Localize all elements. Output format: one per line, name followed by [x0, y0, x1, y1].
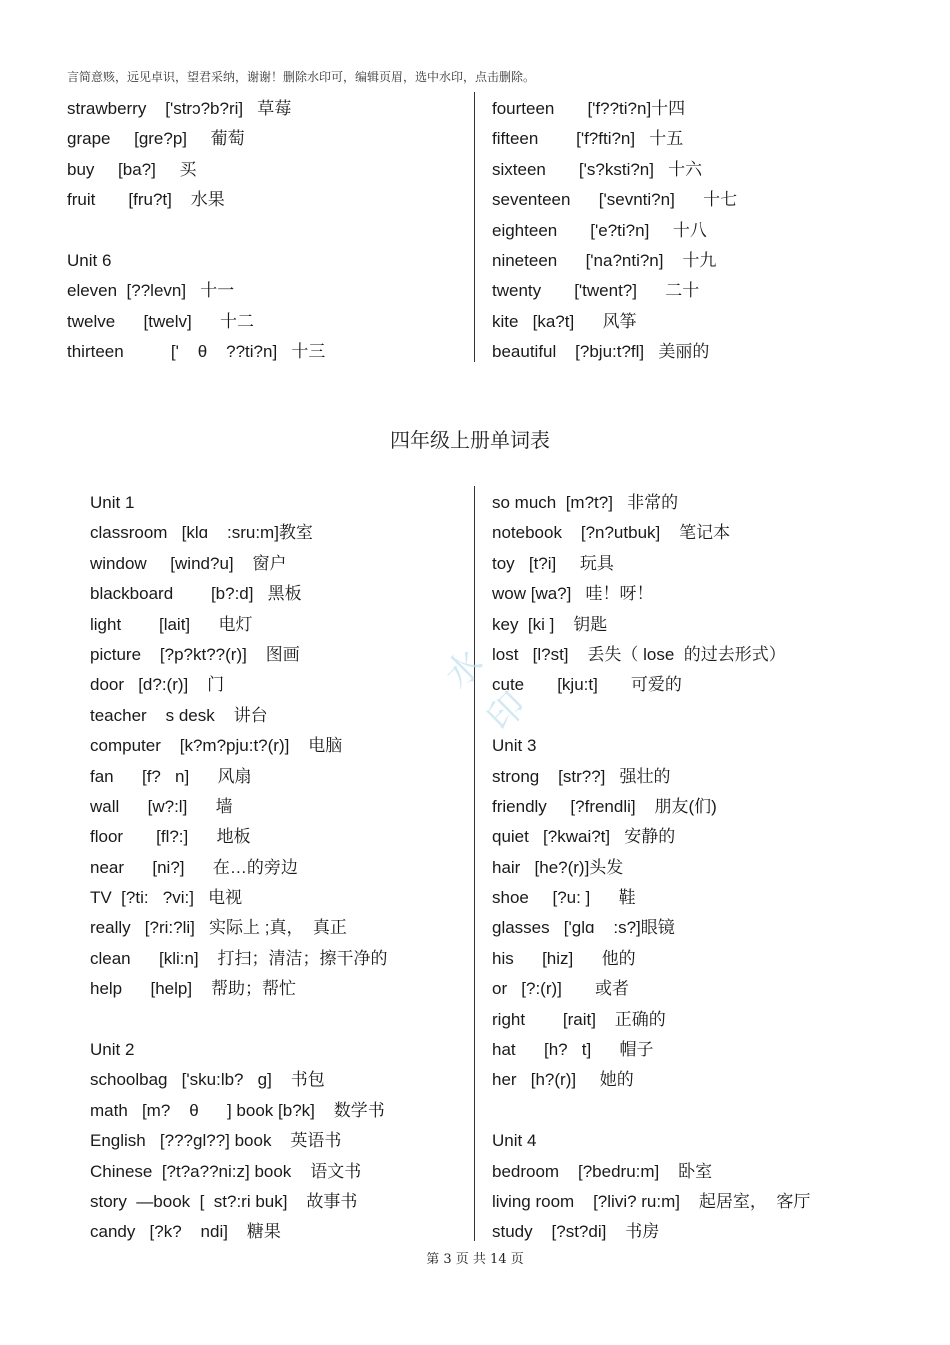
- vocab-entry: schoolbag ['sku:lb? g] 书包: [90, 1070, 325, 1090]
- vocab-entry: floor [fl?:] 地板: [90, 827, 251, 847]
- vocab-entry: Chinese [?t?a??ni:z] book 语文书: [90, 1161, 362, 1181]
- vocab-entry: twelve [twelv] 十二: [67, 311, 255, 331]
- vocab-entry: shoe [?u: ] 鞋: [492, 888, 636, 908]
- vocab-entry: story —book [ st?:ri buk] 故事书: [90, 1191, 358, 1211]
- vocab-entry: wow [wa?] 哇！呀！: [492, 584, 654, 604]
- vocab-entry: study [?st?di] 书房: [492, 1222, 660, 1242]
- vocab-entry: [492, 701, 932, 731]
- vocab-entry: help [help] 帮助；帮忙: [90, 979, 296, 999]
- vocab-entry: classroom [klɑ :sru:m]教室: [90, 523, 313, 543]
- vocab-entry: or [?:(r)] 或者: [492, 979, 629, 999]
- vocab-entry: candy [?k? ndi] 糖果: [90, 1222, 281, 1242]
- vocab-entry: toy [t?i] 玩具: [492, 553, 614, 573]
- vocab-entry: TV [?ti: ?vi:] 电视: [90, 888, 243, 908]
- vocab-entry: teacher s desk 讲台: [90, 705, 268, 725]
- vocab-entry: friendly [?frendli] 朋友(们): [492, 796, 717, 816]
- vocab-entry: fruit [fru?t] 水果: [67, 190, 225, 210]
- vocab-entry: hat [h? t] 帽子: [492, 1040, 654, 1060]
- top-right-word-column: [492, 94, 932, 368]
- vocab-entry: eleven [??levn] 十一: [67, 281, 235, 301]
- vocab-entry: living room [?livi? ru:m] 起居室， 客厅: [492, 1191, 811, 1211]
- vocab-entry: nineteen ['na?nti?n] 十九: [492, 250, 717, 270]
- vocab-entry: thirteen [' θ ??ti?n] 十三: [67, 342, 326, 362]
- unit-heading: Unit 4: [492, 1131, 537, 1151]
- vocab-entry: blackboard [b?:d] 黑板: [90, 584, 302, 604]
- vocab-entry: [90, 1005, 470, 1035]
- vocab-entry: beautiful [?bju:t?fl] 美丽的: [492, 342, 710, 362]
- vocab-entry: near [ni?] 在…的旁边: [90, 857, 298, 877]
- vocab-entry: really [?ri:?li] 实际上 ;真， 真正: [90, 918, 347, 938]
- vocab-entry: kite [ka?t] 风筝: [492, 311, 637, 331]
- vocab-entry: seventeen ['sevnti?n] 十七: [492, 190, 738, 210]
- unit-heading: Unit 3: [492, 736, 537, 756]
- header-watermark-note: 言简意赅，远见卓识，望君采纳，谢谢！删除水印可，编辑页眉，选中水印，点击删除。: [67, 70, 536, 84]
- vocab-entry: hair [he?(r)]头发: [492, 857, 624, 877]
- section-title: 四年级上册单词表: [390, 428, 550, 452]
- vocab-entry: fourteen ['f??ti?n]十四: [492, 99, 686, 118]
- vocab-entry: fifteen ['f?fti?n] 十五: [492, 129, 684, 149]
- vocab-entry: window [wind?u] 窗户: [90, 553, 287, 573]
- bottom-left-word-column: [90, 488, 470, 1248]
- watermark-mark: 水印: [437, 642, 535, 740]
- vocab-entry: wall [w?:l] 墙: [90, 796, 233, 816]
- vocab-entry: key [ki ] 钥匙: [492, 614, 608, 634]
- vocab-entry: bedroom [?bedru:m] 卧室: [492, 1161, 713, 1181]
- vocab-entry: light [lait] 电灯: [90, 614, 253, 634]
- bottom-column-divider: [474, 486, 475, 1241]
- vocab-entry: grape [gre?p] 葡萄: [67, 129, 245, 149]
- vocab-entry: computer [k?m?pju:t?(r)] 电脑: [90, 736, 343, 756]
- page-footer: 第 3 页 共 14 页: [426, 1252, 524, 1267]
- vocab-entry: his [hiz] 他的: [492, 948, 636, 968]
- vocab-entry: fan [f? n] 风扇: [90, 766, 252, 786]
- vocab-entry: strong [str??] 强壮的: [492, 766, 671, 786]
- vocab-entry: clean [kli:n] 打扫；清洁；擦干净的: [90, 948, 388, 968]
- top-column-divider: [474, 92, 475, 362]
- vocab-entry: lost [l?st] 丢失（ lose 的过去形式）: [492, 644, 786, 664]
- vocab-entry: glasses ['glɑ :s?]眼镜: [492, 918, 675, 938]
- bottom-right-word-column: [492, 488, 932, 1248]
- vocab-entry: picture [?p?kt??(r)] 图画: [90, 644, 300, 664]
- vocab-entry: her [h?(r)] 她的: [492, 1070, 634, 1090]
- vocab-entry: right [rait] 正确的: [492, 1009, 666, 1029]
- vocab-entry: door [d?:(r)] 门: [90, 675, 225, 695]
- unit-heading: Unit 6: [67, 250, 112, 270]
- vocab-entry: strawberry ['strɔ?b?ri] 草莓: [67, 99, 292, 118]
- vocab-entry: twenty ['twent?] 二十: [492, 281, 700, 301]
- vocab-entry: sixteen ['s?ksti?n] 十六: [492, 159, 703, 179]
- unit-heading: Unit 1: [90, 493, 135, 512]
- vocab-entry: eighteen ['e?ti?n] 十八: [492, 220, 707, 240]
- top-left-word-column: [67, 94, 467, 368]
- vocab-entry: buy [ba?] 买: [67, 159, 197, 179]
- vocab-entry: English [???gl??] book 英语书: [90, 1131, 342, 1151]
- vocab-entry: so much [m?t?] 非常的: [492, 493, 679, 512]
- vocab-entry: [492, 1096, 932, 1126]
- vocab-entry: notebook [?n?utbuk] 笔记本: [492, 523, 731, 543]
- unit-heading: Unit 2: [90, 1040, 135, 1060]
- vocab-entry: quiet [?kwai?t] 安静的: [492, 827, 676, 847]
- vocab-entry: [67, 216, 467, 246]
- vocab-entry: math [m? θ ] book [b?k] 数学书: [90, 1100, 385, 1120]
- vocab-entry: cute [kju:t] 可爱的: [492, 675, 682, 695]
